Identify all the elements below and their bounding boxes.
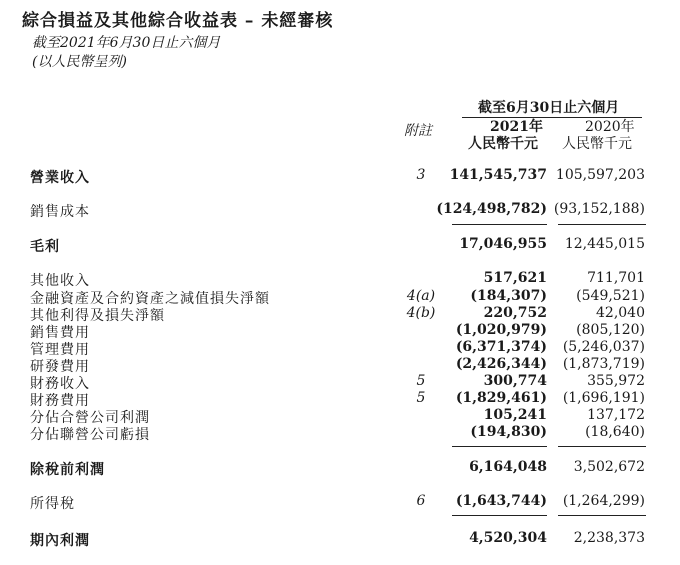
current-value: (124,498,782) — [436, 201, 547, 217]
row-label: 毛利 — [30, 239, 60, 255]
note-column-heading: 附註 — [404, 123, 432, 139]
current-value: (2,426,344) — [455, 356, 547, 372]
row-profit-for-period — [0, 530, 680, 550]
current-value: (194,830) — [470, 424, 547, 440]
prior-value: (549,521) — [576, 288, 645, 304]
prior-value: (1,873,719) — [562, 356, 645, 372]
current-value: 17,046,955 — [459, 236, 547, 252]
row-note: 5 — [416, 373, 426, 389]
row-associate-loss-share — [0, 424, 680, 444]
statement-period: 截至2021年6月30日止六個月 — [32, 35, 221, 51]
current-value: (1,020,979) — [455, 322, 547, 338]
current-value: (6,371,374) — [455, 339, 547, 355]
row-label: 銷售成本 — [30, 204, 90, 220]
prior-value: 105,597,203 — [555, 167, 645, 183]
current-value: (184,307) — [470, 288, 547, 304]
row-label: 其他利得及損失淨額 — [30, 308, 165, 324]
row-note: 5 — [416, 390, 426, 406]
prior-unit-heading: 人民幣千元 — [562, 136, 632, 152]
current-value: (1,643,744) — [455, 493, 547, 509]
subtotal-rule-prior — [558, 446, 646, 447]
row-note: 3 — [416, 167, 426, 183]
prior-value: 3,502,672 — [573, 459, 645, 475]
row-note: 4(a) — [406, 288, 436, 304]
prior-value: 711,701 — [587, 270, 645, 286]
row-note: 4(b) — [406, 305, 436, 321]
prior-value: 355,972 — [587, 373, 645, 389]
row-label: 金融資產及合約資產之減值損失淨額 — [30, 291, 270, 307]
row-label: 所得稅 — [30, 496, 75, 512]
current-year-heading: 2021年 — [490, 119, 543, 135]
prior-value: (93,152,188) — [553, 201, 645, 217]
row-label: 其他收入 — [30, 273, 90, 289]
row-label: 研發費用 — [30, 359, 90, 375]
row-label: 財務費用 — [30, 393, 90, 409]
subtotal-rule-current — [452, 446, 547, 447]
prior-value: (805,120) — [576, 322, 645, 338]
current-value: 6,164,048 — [469, 459, 547, 475]
row-gross-profit — [0, 236, 680, 256]
row-income-tax — [0, 493, 680, 513]
row-label: 財務收入 — [30, 376, 90, 392]
prior-value: (1,696,191) — [562, 390, 645, 406]
current-value: 220,752 — [483, 305, 547, 321]
statement-title: 綜合損益及其他綜合收益表 – 未經審核 — [22, 11, 334, 31]
subtotal-rule-current — [452, 515, 547, 516]
row-label: 銷售費用 — [30, 325, 90, 341]
row-label: 分佔合營公司利潤 — [30, 410, 150, 426]
prior-value: (18,640) — [585, 424, 645, 440]
current-value: 300,774 — [483, 373, 547, 389]
current-value: 105,241 — [483, 407, 547, 423]
subtotal-rule-prior — [558, 224, 646, 225]
period-heading: 截至6月30日止六個月 — [478, 100, 620, 116]
prior-value: 137,172 — [587, 407, 645, 423]
row-cost-of-sales — [0, 201, 680, 221]
row-revenue — [0, 167, 680, 187]
current-value: 141,545,737 — [449, 167, 547, 183]
prior-value: 2,238,373 — [573, 530, 645, 546]
prior-value: (1,264,299) — [562, 493, 645, 509]
subtotal-rule-current — [452, 224, 547, 225]
row-note: 6 — [416, 493, 426, 509]
prior-value: 12,445,015 — [564, 236, 645, 252]
subtotal-rule-prior — [558, 515, 646, 516]
row-label: 管理費用 — [30, 342, 90, 358]
current-value: (1,829,461) — [455, 390, 547, 406]
prior-value: (5,246,037) — [562, 339, 645, 355]
statement-currency: (以人民幣呈列) — [32, 54, 127, 70]
prior-value: 42,040 — [596, 305, 645, 321]
row-profit-before-tax — [0, 459, 680, 479]
current-unit-heading: 人民幣千元 — [468, 136, 538, 152]
row-label: 營業收入 — [30, 170, 90, 186]
row-label: 期內利潤 — [30, 533, 90, 549]
row-label: 分佔聯營公司虧損 — [30, 427, 150, 443]
row-label: 除稅前利潤 — [30, 462, 105, 478]
current-value: 4,520,304 — [469, 530, 547, 546]
row-other-income — [0, 270, 680, 290]
current-value: 517,621 — [483, 270, 547, 286]
prior-year-heading: 2020年 — [585, 119, 635, 135]
